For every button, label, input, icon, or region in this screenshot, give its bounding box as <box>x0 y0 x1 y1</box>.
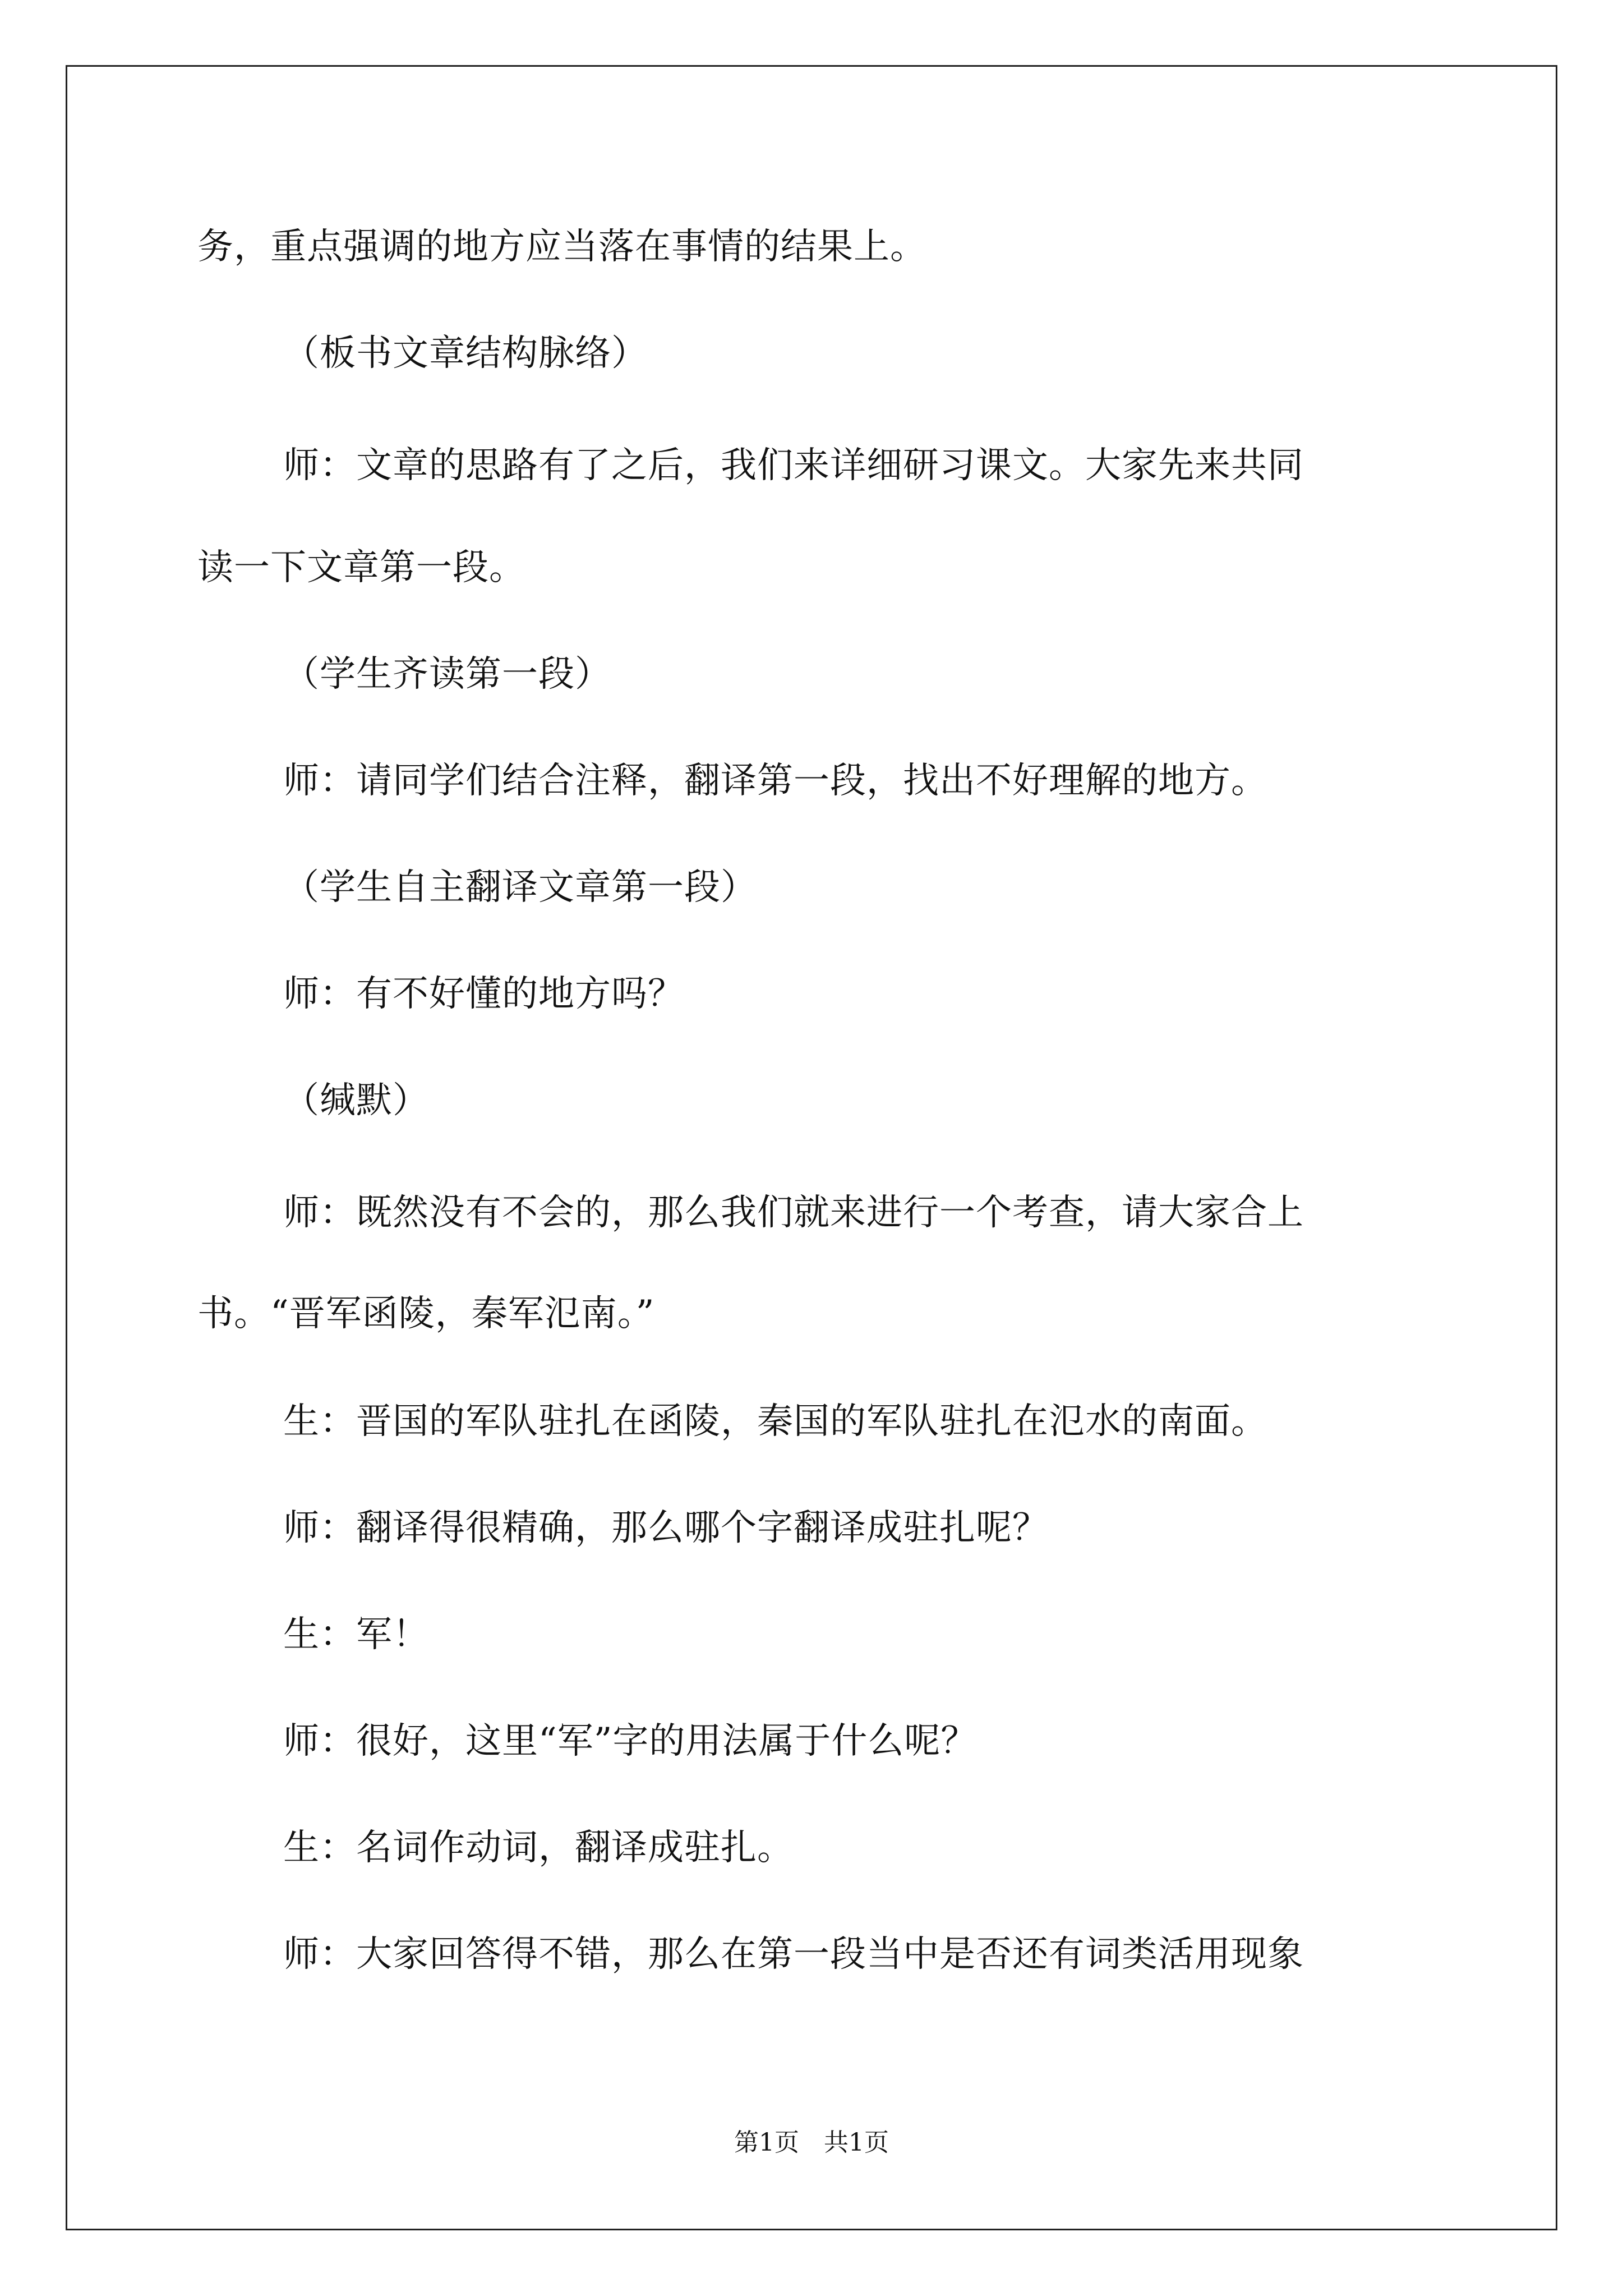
page-footer: 第1页 共1页 <box>734 2128 889 2157</box>
text-line: （学生齐读第一段） <box>283 654 611 695</box>
text-line: （学生自主翻译文章第一段） <box>283 867 757 908</box>
text-line: 师：请同学们结合注释，翻译第一段，找出不好理解的地方。 <box>283 760 1267 802</box>
text-line: 师：翻译得很精确，那么哪个字翻译成驻扎呢？ <box>283 1507 1049 1549</box>
text-line: 师：文章的思路有了之后，我们来详细研习课文。大家先来共同 <box>283 445 1304 486</box>
text-line: 师：有不好懂的地方吗？ <box>283 973 684 1015</box>
text-line: 师：大家回答得不错，那么在第一段当中是否还有词类活用现象 <box>283 1934 1304 1975</box>
text-line: 务，重点强调的地方应当落在事情的结果上。 <box>197 226 926 268</box>
text-line: 师：很好，这里“军”字的用法属于什么呢？ <box>283 1720 978 1762</box>
page-border <box>66 65 1557 2230</box>
text-line: （板书文章结构脉络） <box>283 333 648 374</box>
text-line: （缄默） <box>283 1080 429 1121</box>
text-line: 生：军！ <box>283 1614 429 1655</box>
text-line: 生：名词作动词，翻译成驻扎。 <box>283 1827 794 1869</box>
text-line: 生：晋国的军队驻扎在函陵，秦国的军队驻扎在氾水的南面。 <box>283 1401 1267 1442</box>
text-line: 读一下文章第一段。 <box>197 547 525 588</box>
text-line: 师：既然没有不会的，那么我们就来进行一个考查，请大家合上 <box>283 1192 1304 1234</box>
text-line: 书。“晋军函陵，秦军氾南。” <box>197 1293 655 1335</box>
